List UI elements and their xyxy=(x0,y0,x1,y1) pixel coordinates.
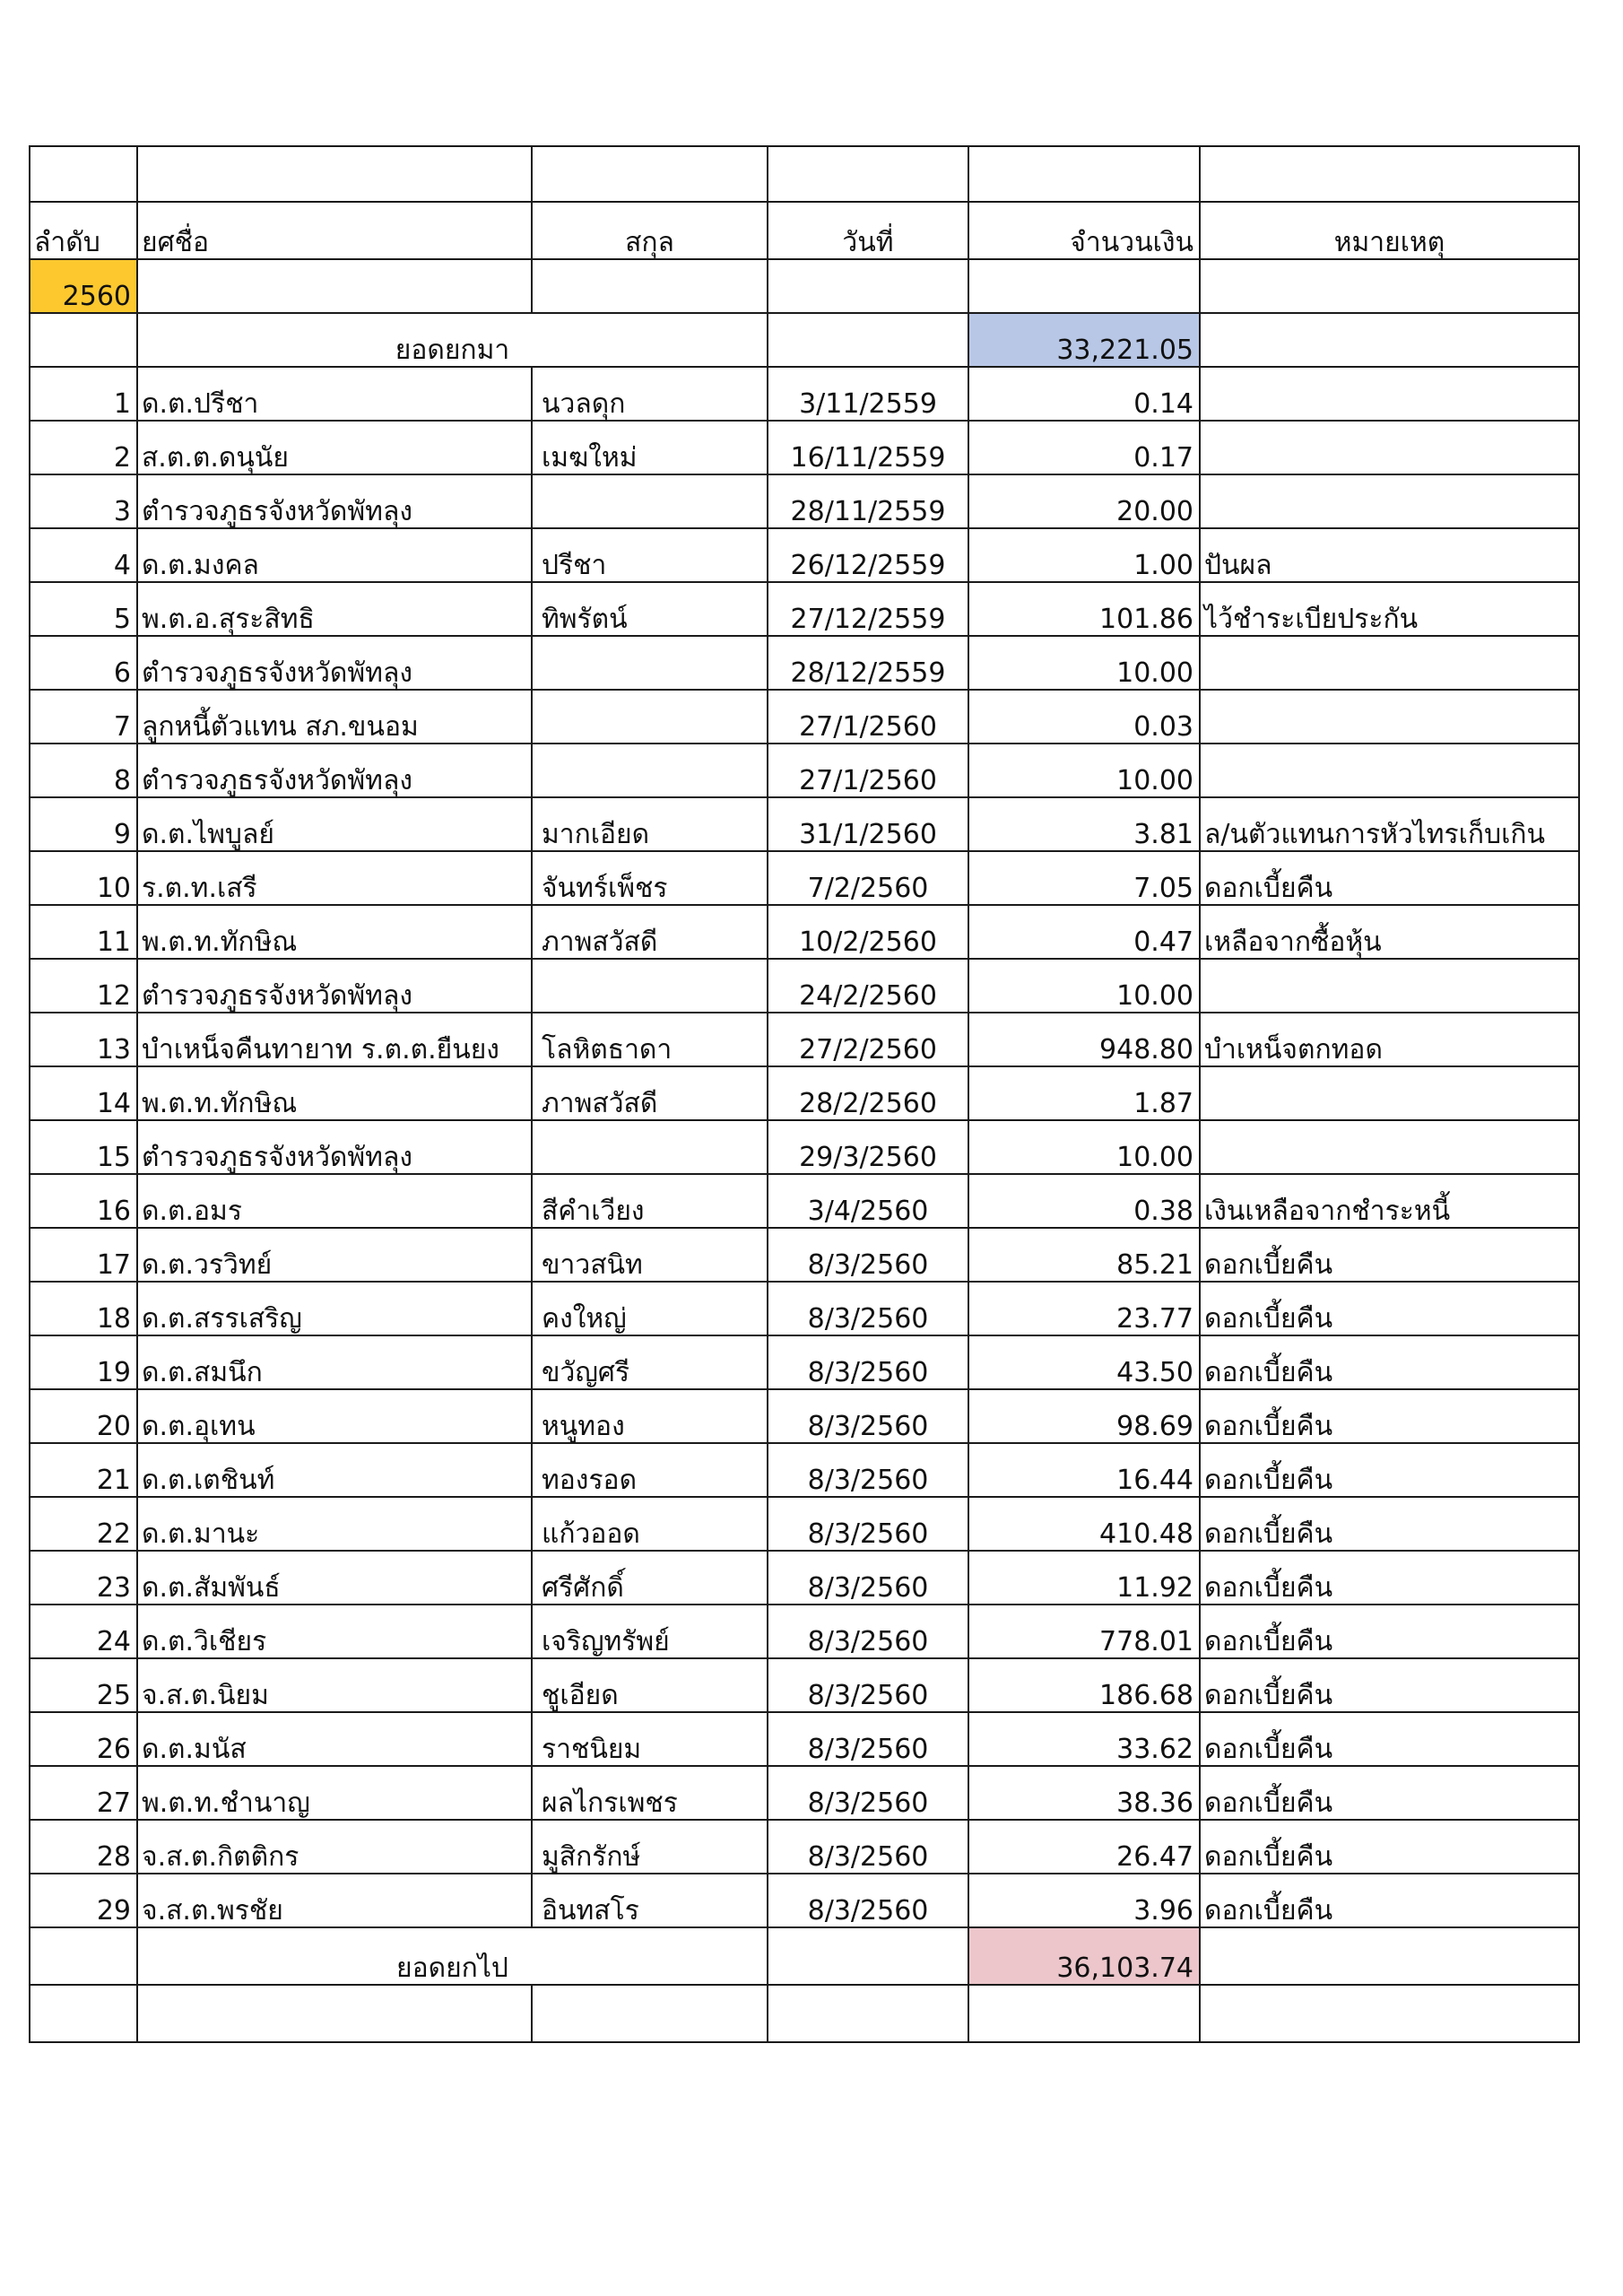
row-note xyxy=(1200,636,1579,690)
row-surname xyxy=(532,474,768,528)
blank-cell xyxy=(532,1985,768,2042)
row-name: ด.ต.สัมพันธ์ xyxy=(137,1551,532,1605)
row-note: ดอกเบี้ยคืน xyxy=(1200,1820,1579,1874)
row-note: ปันผล xyxy=(1200,528,1579,582)
table-row xyxy=(30,1443,1579,1497)
row-amount: 3.96 xyxy=(968,1874,1200,1927)
carried-forward-label: ยอดยกไป xyxy=(137,1927,768,1985)
row-date: 8/3/2560 xyxy=(768,1443,968,1497)
row-name: ส.ต.ต.ดนุนัย xyxy=(137,421,532,474)
row-name: ด.ต.เตชินท์ xyxy=(137,1443,532,1497)
row-note xyxy=(1200,367,1579,421)
row-amount: 26.47 xyxy=(968,1820,1200,1874)
blank-cell xyxy=(1200,313,1579,367)
row-name: ด.ต.สรรเสริญ xyxy=(137,1282,532,1335)
table-row xyxy=(30,959,1579,1013)
row-name: ตำรวจภูธรจังหวัดพัทลุง xyxy=(137,959,532,1013)
row-amount: 0.47 xyxy=(968,905,1200,959)
row-number: 1 xyxy=(30,367,137,421)
row-surname: ภาพสวัสดี xyxy=(532,905,768,959)
row-date: 7/2/2560 xyxy=(768,851,968,905)
header-note: หมายเหตุ xyxy=(1200,202,1579,259)
row-date: 8/3/2560 xyxy=(768,1389,968,1443)
blank-cell xyxy=(1200,146,1579,202)
row-number: 12 xyxy=(30,959,137,1013)
table-row xyxy=(30,1820,1579,1874)
header-seq: ลำดับ xyxy=(30,202,137,259)
carried-forward-amount: 36,103.74 xyxy=(968,1927,1200,1985)
blank-cell xyxy=(968,146,1200,202)
row-date: 27/1/2560 xyxy=(768,690,968,744)
row-number: 16 xyxy=(30,1174,137,1228)
row-amount: 186.68 xyxy=(968,1658,1200,1712)
row-amount: 778.01 xyxy=(968,1605,1200,1658)
row-number: 8 xyxy=(30,744,137,797)
header-date: วันที่ xyxy=(768,202,968,259)
row-number: 27 xyxy=(30,1766,137,1820)
row-number: 18 xyxy=(30,1282,137,1335)
row-name: ด.ต.มนัส xyxy=(137,1712,532,1766)
row-number: 26 xyxy=(30,1712,137,1766)
row-surname: มูสิกรักษ์ xyxy=(532,1820,768,1874)
header-surname: สกุล xyxy=(532,202,768,259)
carried-forward-row xyxy=(30,1927,1579,1985)
header-amount: จำนวนเงิน xyxy=(968,202,1200,259)
row-surname: คงใหญ่ xyxy=(532,1282,768,1335)
row-number: 19 xyxy=(30,1335,137,1389)
row-name: ด.ต.มงคล xyxy=(137,528,532,582)
row-name: พ.ต.อ.สุระสิทธิ xyxy=(137,582,532,636)
row-number: 14 xyxy=(30,1066,137,1120)
table-row xyxy=(30,1874,1579,1927)
row-number: 11 xyxy=(30,905,137,959)
blank-cell xyxy=(137,259,532,313)
row-surname: ชูเอียด xyxy=(532,1658,768,1712)
row-name: ตำรวจภูธรจังหวัดพัทลุง xyxy=(137,744,532,797)
row-date: 8/3/2560 xyxy=(768,1874,968,1927)
row-amount: 1.87 xyxy=(968,1066,1200,1120)
row-amount: 101.86 xyxy=(968,582,1200,636)
row-note: ดอกเบี้ยคืน xyxy=(1200,1605,1579,1658)
table-row xyxy=(30,1120,1579,1174)
row-date: 26/12/2559 xyxy=(768,528,968,582)
row-surname: โลหิตธาดา xyxy=(532,1013,768,1066)
row-number: 25 xyxy=(30,1658,137,1712)
row-surname: นวลดุก xyxy=(532,367,768,421)
table-row xyxy=(30,1497,1579,1551)
row-date: 8/3/2560 xyxy=(768,1658,968,1712)
table-row xyxy=(30,1551,1579,1605)
row-note: ดอกเบี้ยคืน xyxy=(1200,1497,1579,1551)
row-amount: 0.03 xyxy=(968,690,1200,744)
row-name: จ.ส.ต.พรชัย xyxy=(137,1874,532,1927)
table-row xyxy=(30,1712,1579,1766)
brought-forward-label: ยอดยกมา xyxy=(137,313,768,367)
row-surname xyxy=(532,959,768,1013)
row-surname: ขวัญศรี xyxy=(532,1335,768,1389)
row-name: ด.ต.ไพบูลย์ xyxy=(137,797,532,851)
blank-bottom-row xyxy=(30,1985,1579,2042)
blank-cell xyxy=(532,259,768,313)
row-amount: 20.00 xyxy=(968,474,1200,528)
row-note xyxy=(1200,690,1579,744)
row-name: บำเหน็จคืนทายาท ร.ต.ต.ยืนยง xyxy=(137,1013,532,1066)
row-note: ดอกเบี้ยคืน xyxy=(1200,1389,1579,1443)
row-number: 17 xyxy=(30,1228,137,1282)
blank-cell xyxy=(137,1985,532,2042)
row-note: บำเหน็จตกทอด xyxy=(1200,1013,1579,1066)
row-note: ดอกเบี้ยคืน xyxy=(1200,1443,1579,1497)
row-name: ด.ต.อุเทน xyxy=(137,1389,532,1443)
row-name: ร.ต.ท.เสรี xyxy=(137,851,532,905)
row-surname: ศรีศักดิ์ xyxy=(532,1551,768,1605)
row-note: ดอกเบี้ยคืน xyxy=(1200,1228,1579,1282)
row-number: 24 xyxy=(30,1605,137,1658)
row-number: 15 xyxy=(30,1120,137,1174)
table-row xyxy=(30,905,1579,959)
year-row xyxy=(30,259,1579,313)
blank-cell xyxy=(137,146,532,202)
table-row xyxy=(30,1013,1579,1066)
row-number: 13 xyxy=(30,1013,137,1066)
row-note: ดอกเบี้ยคืน xyxy=(1200,851,1579,905)
row-number: 29 xyxy=(30,1874,137,1927)
row-amount: 1.00 xyxy=(968,528,1200,582)
blank-cell xyxy=(1200,1985,1579,2042)
table-row xyxy=(30,744,1579,797)
row-surname: ทิพรัตน์ xyxy=(532,582,768,636)
table-row xyxy=(30,474,1579,528)
ledger-sheet xyxy=(29,145,1578,2043)
row-number: 28 xyxy=(30,1820,137,1874)
row-name: ด.ต.อมร xyxy=(137,1174,532,1228)
row-note xyxy=(1200,1066,1579,1120)
row-number: 23 xyxy=(30,1551,137,1605)
row-note xyxy=(1200,474,1579,528)
row-note: ดอกเบี้ยคืน xyxy=(1200,1874,1579,1927)
table-row xyxy=(30,421,1579,474)
row-surname xyxy=(532,744,768,797)
table-row xyxy=(30,797,1579,851)
blank-cell xyxy=(30,1927,137,1985)
row-date: 8/3/2560 xyxy=(768,1820,968,1874)
row-name: ตำรวจภูธรจังหวัดพัทลุง xyxy=(137,1120,532,1174)
row-surname: หนูทอง xyxy=(532,1389,768,1443)
table-row xyxy=(30,690,1579,744)
row-amount: 10.00 xyxy=(968,959,1200,1013)
table-row xyxy=(30,367,1579,421)
row-date: 27/2/2560 xyxy=(768,1013,968,1066)
row-surname: ภาพสวัสดี xyxy=(532,1066,768,1120)
row-date: 8/3/2560 xyxy=(768,1282,968,1335)
row-number: 5 xyxy=(30,582,137,636)
row-name: ด.ต.สมนึก xyxy=(137,1335,532,1389)
row-date: 8/3/2560 xyxy=(768,1497,968,1551)
brought-forward-row xyxy=(30,313,1579,367)
ledger-table xyxy=(29,145,1580,2043)
row-amount: 410.48 xyxy=(968,1497,1200,1551)
row-name: จ.ส.ต.นิยม xyxy=(137,1658,532,1712)
blank-cell xyxy=(768,1927,968,1985)
row-name: พ.ต.ท.ทักษิณ xyxy=(137,905,532,959)
blank-top-row xyxy=(30,146,1579,202)
row-surname: อินทสโร xyxy=(532,1874,768,1927)
row-date: 3/11/2559 xyxy=(768,367,968,421)
table-row xyxy=(30,1389,1579,1443)
row-name: พ.ต.ท.ทักษิณ xyxy=(137,1066,532,1120)
row-date: 28/2/2560 xyxy=(768,1066,968,1120)
blank-cell xyxy=(30,313,137,367)
row-date: 3/4/2560 xyxy=(768,1174,968,1228)
row-surname xyxy=(532,636,768,690)
row-amount: 0.17 xyxy=(968,421,1200,474)
row-amount: 98.69 xyxy=(968,1389,1200,1443)
row-name: ด.ต.วรวิทย์ xyxy=(137,1228,532,1282)
row-surname: ทองรอด xyxy=(532,1443,768,1497)
blank-cell xyxy=(768,146,968,202)
table-row xyxy=(30,1066,1579,1120)
row-number: 3 xyxy=(30,474,137,528)
row-number: 7 xyxy=(30,690,137,744)
row-surname: สีคำเวียง xyxy=(532,1174,768,1228)
blank-cell xyxy=(1200,259,1579,313)
table-row xyxy=(30,582,1579,636)
row-note: ดอกเบี้ยคืน xyxy=(1200,1658,1579,1712)
row-number: 4 xyxy=(30,528,137,582)
row-amount: 7.05 xyxy=(968,851,1200,905)
row-amount: 10.00 xyxy=(968,1120,1200,1174)
row-number: 9 xyxy=(30,797,137,851)
row-surname xyxy=(532,1120,768,1174)
row-surname: ผลไกรเพชร xyxy=(532,1766,768,1820)
blank-cell xyxy=(968,1985,1200,2042)
row-name: ด.ต.ปรีชา xyxy=(137,367,532,421)
row-date: 8/3/2560 xyxy=(768,1605,968,1658)
blank-cell xyxy=(768,313,968,367)
row-date: 27/12/2559 xyxy=(768,582,968,636)
row-amount: 11.92 xyxy=(968,1551,1200,1605)
row-surname: เจริญทรัพย์ xyxy=(532,1605,768,1658)
row-amount: 3.81 xyxy=(968,797,1200,851)
row-note: ดอกเบี้ยคืน xyxy=(1200,1766,1579,1820)
brought-forward-amount: 33,221.05 xyxy=(968,313,1200,367)
row-date: 10/2/2560 xyxy=(768,905,968,959)
row-number: 20 xyxy=(30,1389,137,1443)
header-row xyxy=(30,202,1579,259)
row-amount: 38.36 xyxy=(968,1766,1200,1820)
row-name: ด.ต.วิเชียร xyxy=(137,1605,532,1658)
header-name: ยศชื่อ xyxy=(137,202,532,259)
table-row xyxy=(30,1282,1579,1335)
row-note: ไว้ชำระเบียประกัน xyxy=(1200,582,1579,636)
row-amount: 948.80 xyxy=(968,1013,1200,1066)
row-note: ดอกเบี้ยคืน xyxy=(1200,1551,1579,1605)
row-date: 28/11/2559 xyxy=(768,474,968,528)
blank-cell xyxy=(30,1985,137,2042)
table-row xyxy=(30,851,1579,905)
row-surname: แก้วออด xyxy=(532,1497,768,1551)
table-row xyxy=(30,1605,1579,1658)
row-number: 2 xyxy=(30,421,137,474)
row-name: ตำรวจภูธรจังหวัดพัทลุง xyxy=(137,474,532,528)
row-surname: ขาวสนิท xyxy=(532,1228,768,1282)
row-amount: 0.14 xyxy=(968,367,1200,421)
row-date: 8/3/2560 xyxy=(768,1766,968,1820)
row-date: 28/12/2559 xyxy=(768,636,968,690)
row-date: 8/3/2560 xyxy=(768,1551,968,1605)
row-surname xyxy=(532,690,768,744)
row-date: 8/3/2560 xyxy=(768,1712,968,1766)
row-amount: 33.62 xyxy=(968,1712,1200,1766)
row-date: 8/3/2560 xyxy=(768,1335,968,1389)
row-amount: 0.38 xyxy=(968,1174,1200,1228)
table-row xyxy=(30,1658,1579,1712)
blank-cell xyxy=(768,1985,968,2042)
row-number: 6 xyxy=(30,636,137,690)
row-date: 29/3/2560 xyxy=(768,1120,968,1174)
row-number: 22 xyxy=(30,1497,137,1551)
year-cell: 2560 xyxy=(30,259,137,313)
table-row xyxy=(30,1174,1579,1228)
row-date: 31/1/2560 xyxy=(768,797,968,851)
row-name: พ.ต.ท.ชำนาญ xyxy=(137,1766,532,1820)
row-note xyxy=(1200,959,1579,1013)
row-surname: เมฆใหม่ xyxy=(532,421,768,474)
blank-cell xyxy=(768,259,968,313)
row-surname: ปรีชา xyxy=(532,528,768,582)
row-amount: 23.77 xyxy=(968,1282,1200,1335)
row-name: จ.ส.ต.กิตติกร xyxy=(137,1820,532,1874)
row-surname: จันทร์เพ็ชร xyxy=(532,851,768,905)
row-date: 8/3/2560 xyxy=(768,1228,968,1282)
row-name: ด.ต.มานะ xyxy=(137,1497,532,1551)
row-name: ตำรวจภูธรจังหวัดพัทลุง xyxy=(137,636,532,690)
row-date: 16/11/2559 xyxy=(768,421,968,474)
table-row xyxy=(30,1228,1579,1282)
blank-cell xyxy=(968,259,1200,313)
row-surname: ราชนิยม xyxy=(532,1712,768,1766)
row-note xyxy=(1200,421,1579,474)
row-note: ดอกเบี้ยคืน xyxy=(1200,1712,1579,1766)
row-surname: มากเอียด xyxy=(532,797,768,851)
table-row xyxy=(30,528,1579,582)
row-note: เหลือจากซื้อหุ้น xyxy=(1200,905,1579,959)
row-note xyxy=(1200,744,1579,797)
blank-cell xyxy=(1200,1927,1579,1985)
row-number: 10 xyxy=(30,851,137,905)
row-date: 27/1/2560 xyxy=(768,744,968,797)
row-amount: 10.00 xyxy=(968,636,1200,690)
row-date: 24/2/2560 xyxy=(768,959,968,1013)
row-amount: 43.50 xyxy=(968,1335,1200,1389)
table-row xyxy=(30,1766,1579,1820)
blank-cell xyxy=(532,146,768,202)
table-row xyxy=(30,1335,1579,1389)
row-name: ลูกหนี้ตัวแทน สภ.ขนอม xyxy=(137,690,532,744)
row-amount: 16.44 xyxy=(968,1443,1200,1497)
row-amount: 85.21 xyxy=(968,1228,1200,1282)
table-row xyxy=(30,636,1579,690)
row-note xyxy=(1200,1120,1579,1174)
row-note: เงินเหลือจากชำระหนี้ xyxy=(1200,1174,1579,1228)
row-number: 21 xyxy=(30,1443,137,1497)
blank-cell xyxy=(30,146,137,202)
row-note: ดอกเบี้ยคืน xyxy=(1200,1282,1579,1335)
row-amount: 10.00 xyxy=(968,744,1200,797)
row-note: ดอกเบี้ยคืน xyxy=(1200,1335,1579,1389)
row-note: ล/นตัวแทนการหัวไทรเก็บเกิน xyxy=(1200,797,1579,851)
